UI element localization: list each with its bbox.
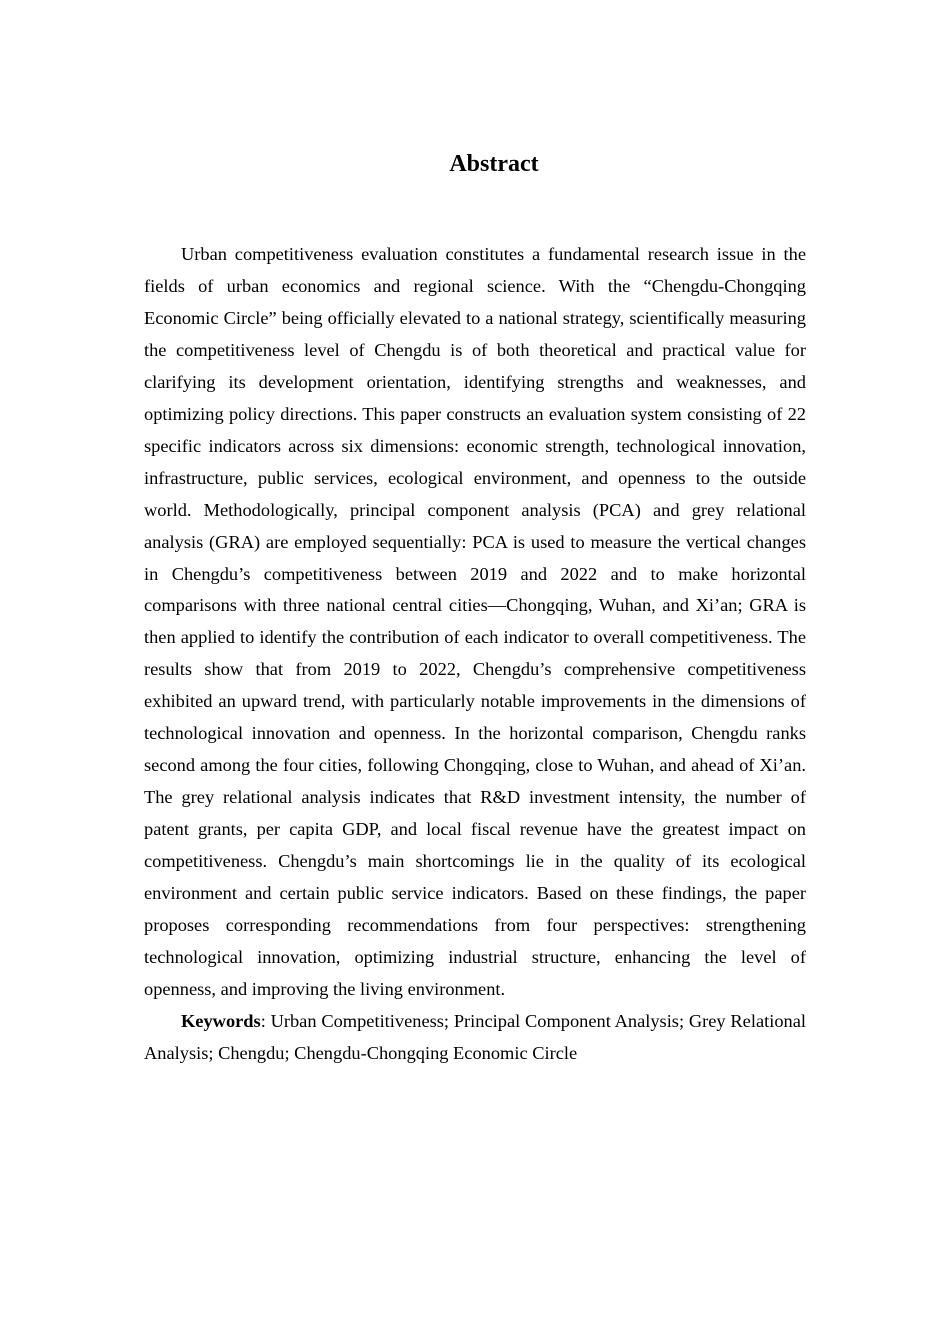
keywords-line (144, 1006, 806, 1070)
abstract-paragraph: Urban competitiveness evaluation constitutes a fundamental research issue in the fields of urban economics and regional science. With the “Chengdu-Chongqing Economic Circle” being officially elevated to a national strategy, scientifically measuring the competitiveness level of Chengdu is of both theoretical and practical value for clarifying its development orientation, identifying strengths and weaknesses, and optimizing policy directions. This paper constructs an evaluation system consisting of 22 specific indicators across six dimensions: economic strength, technological innovation, infrastructure, public services, ecological environment, and openness to the outside world. Methodologically, principal component analysis (PCA) and grey relational analysis (GRA) are employed sequentially: PCA is used to measure the vertical changes in Chengdu’s competitiveness between 2019 and 2022 and to make horizontal comparisons with three national central cities—Chongqing, Wuhan, and Xi’an; GRA is then applied to identify the contribution of each indicator to overall competitiveness. The results show that from 2019 to 2022, Chengdu’s comprehensive competitiveness exhibited an upward trend, with particularly notable improvements in the dimensions of technological innovation and openness. In the horizontal comparison, Chengdu ranks second among the four cities, following Chongqing, close to Wuhan, and ahead of Xi’an. The grey relational analysis indicates that R&D investment intensity, the number of patent grants, per capita GDP, and local fiscal revenue have the greatest impact on competitiveness. Chengdu’s main shortcomings lie in the quality of its ecological environment and certain public service indicators. Based on these findings, the paper proposes corresponding recommendations from four perspectives: strengthening technological innovation, optimizing industrial structure, enhancing the level of openness, and improving the living environment. (144, 244, 806, 999)
page-title: Abstract (449, 151, 539, 177)
abstract-body (144, 239, 806, 1070)
keywords-list: : Urban Competitiveness; Principal Component Analysis; Grey Relational Analysis; Chengdu; Chengdu-Chongqing Economic Circle (144, 1010, 806, 1063)
keywords-label: Keywords (181, 1010, 261, 1031)
